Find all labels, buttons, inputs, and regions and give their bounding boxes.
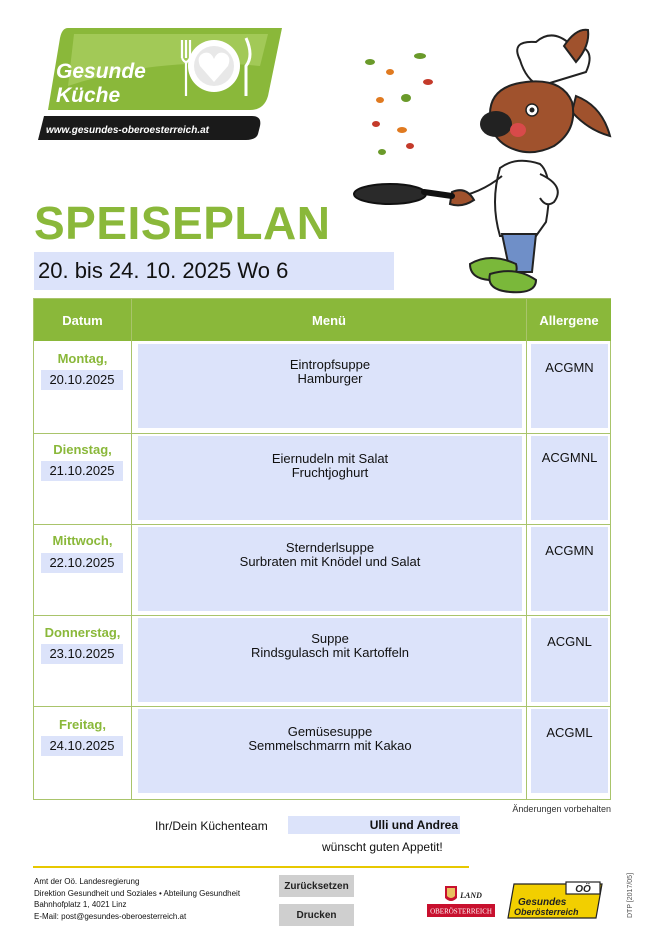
address-line: Bahnhofplatz 1, 4021 Linz: [34, 900, 127, 909]
dtp-code: DTP [2017/05]: [627, 872, 634, 918]
oberoesterreich-text: OBERÖSTERREICH: [430, 907, 492, 916]
footer-divider: [33, 866, 469, 868]
allergens-field[interactable]: ACGNL: [531, 618, 608, 702]
address-block: [34, 876, 240, 922]
plate-heart-icon: [188, 40, 240, 92]
menu-field[interactable]: [138, 527, 522, 611]
column-divider: [131, 299, 132, 799]
menu-line: Fruchtjoghurt: [291, 465, 369, 480]
date-field[interactable]: 21.10.2025: [41, 461, 123, 481]
header-date: Datum: [34, 299, 131, 341]
menu-field[interactable]: [138, 436, 522, 520]
flying-vegetables: [365, 53, 433, 155]
ooe-badge: OÖ: [575, 884, 591, 895]
date-field[interactable]: 24.10.2025: [41, 736, 123, 756]
land-text: LAND: [460, 891, 482, 900]
date-field[interactable]: 20.10.2025: [41, 370, 123, 390]
menu-line: Eintropfsuppe: [289, 357, 371, 372]
page-title: SPEISEPLAN: [34, 197, 331, 249]
address-line: E-Mail: post@gesundes-oberoesterreich.at: [34, 911, 187, 921]
row-divider: [34, 433, 610, 434]
week-input[interactable]: 20. bis 24. 10. 2025 Wo 6: [34, 252, 394, 290]
address-line: Direktion Gesundheit und Soziales • Abteilung Gesundheit: [34, 888, 241, 898]
day-name: Dienstag,: [53, 442, 112, 457]
menu-table: [33, 298, 611, 800]
day-name: Mittwoch,: [52, 533, 113, 548]
allergens-field[interactable]: ACGMNL: [531, 436, 608, 520]
date-field[interactable]: 23.10.2025: [41, 644, 123, 664]
gesunde-kueche-logo: [38, 26, 282, 142]
land-oberoesterreich-logo: [425, 882, 497, 920]
day-name: Freitag,: [59, 717, 106, 732]
menu-line: Gemüsesuppe: [287, 724, 373, 739]
gesundes-text: Gesundes: [518, 897, 567, 908]
logo-url: www.gesundes-oberoesterreich.at: [46, 125, 210, 136]
menu-field[interactable]: [138, 618, 522, 702]
allergens-field[interactable]: ACGML: [531, 709, 608, 793]
gesundes-oberoesterreich-logo: [506, 880, 606, 922]
menu-line: Sternderlsuppe: [285, 540, 375, 555]
column-divider: [526, 299, 527, 799]
team-label: Ihr/Dein Küchenteam: [155, 819, 268, 833]
logo-text-gesunde: Gesunde: [56, 60, 146, 83]
menu-field[interactable]: [138, 344, 522, 428]
team-names-field[interactable]: Ulli und Andrea: [288, 816, 460, 834]
reset-button[interactable]: Zurücksetzen: [279, 875, 354, 897]
menu-line: Semmelschmarrn mit Kakao: [248, 738, 412, 753]
menu-line: Rindsgulasch mit Kartoffeln: [250, 645, 409, 660]
row-divider: [34, 706, 610, 707]
print-button[interactable]: Drucken: [279, 904, 354, 926]
allergens-field[interactable]: ACGMN: [531, 344, 608, 428]
allergens-field[interactable]: ACGMN: [531, 527, 608, 611]
logo-text-kueche: Küche: [56, 84, 121, 107]
coat-of-arms-icon: [445, 886, 457, 901]
row-divider: [34, 524, 610, 525]
day-name: Donnerstag,: [44, 625, 121, 640]
oberoesterreich-text-2: Oberösterreich: [514, 907, 579, 917]
row-divider: [34, 615, 610, 616]
header-menu: Menü: [132, 299, 526, 341]
menu-line: Surbraten mit Knödel und Salat: [239, 554, 421, 569]
changes-note: Änderungen vorbehalten: [512, 804, 611, 814]
menu-line: Hamburger: [297, 371, 363, 386]
appetit-text: wünscht guten Appetit!: [322, 840, 443, 854]
date-field[interactable]: 22.10.2025: [41, 553, 123, 573]
menu-line: Suppe: [311, 631, 349, 646]
day-name: Montag,: [57, 351, 108, 366]
menu-line: Eiernudeln mit Salat: [271, 451, 389, 466]
address-line: Amt der Oö. Landesregierung: [34, 877, 140, 886]
header-allergens: Allergene: [527, 299, 611, 341]
menu-field[interactable]: [138, 709, 522, 793]
